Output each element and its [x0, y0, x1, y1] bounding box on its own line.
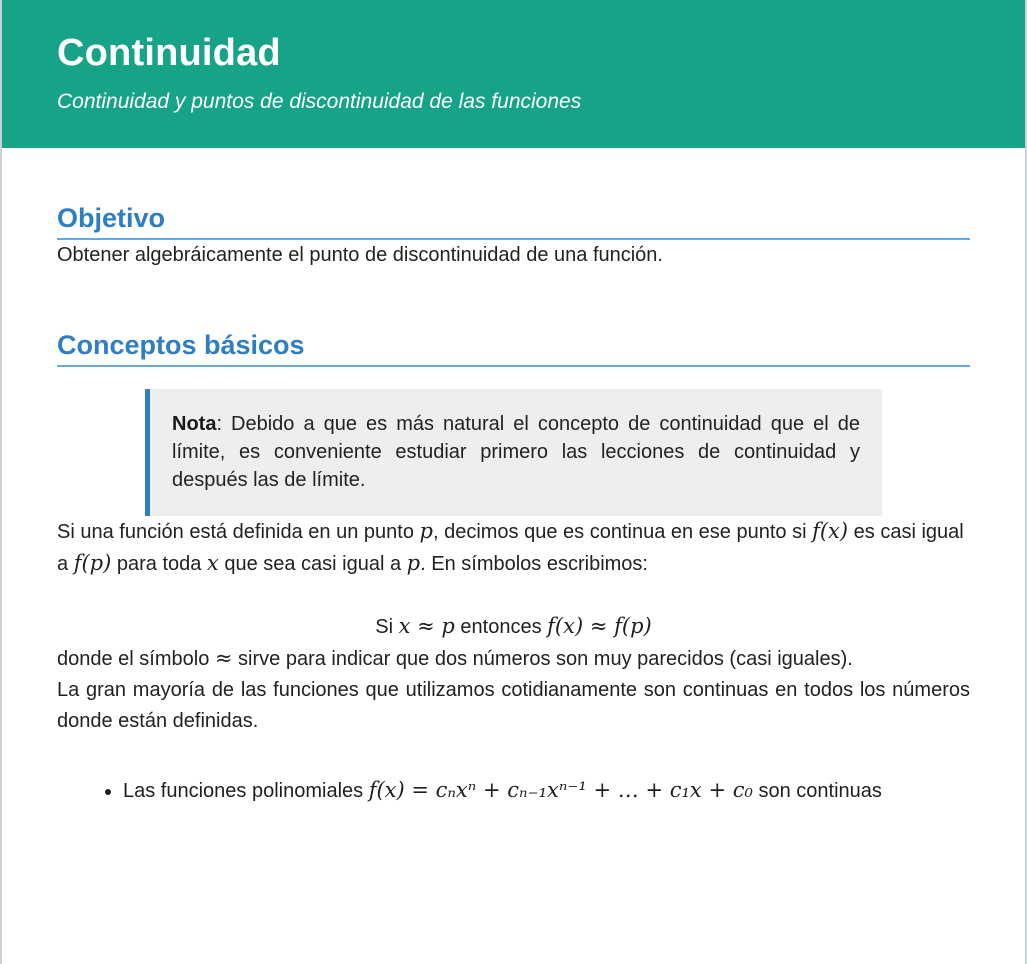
note-text: : Debido a que es más natural el concepto de continuidad que el de límite, es conveniente estudiar primero las lecciones de continuidad y después las de límite.: [172, 413, 860, 491]
content-area: [2, 200, 1025, 807]
math-fp: f(p): [73, 551, 112, 575]
p1-text-d: para toda: [111, 553, 207, 575]
page-title: Continuidad: [57, 32, 281, 74]
display-approx: ≈: [410, 614, 442, 638]
p1-text-f: . En símbolos escribimos:: [420, 553, 648, 575]
p1-text-e: que sea casi igual a: [218, 553, 407, 575]
p1-text-c: es casi igual a: [57, 521, 964, 575]
note-label: Nota: [172, 413, 217, 435]
p1-text-a: Si una función está definida en un punto: [57, 521, 420, 543]
display-equation: [57, 610, 970, 643]
bullet-text-b: son continuas: [752, 780, 882, 802]
bullet-text-a: Las funciones polinomiales: [123, 780, 369, 802]
math-x: x: [206, 551, 219, 575]
section-heading-conceptos: Conceptos básicos: [57, 327, 970, 367]
display-approx-2: ≈: [583, 614, 615, 638]
function-list: [57, 775, 970, 807]
display-fp: f(p): [614, 614, 652, 638]
p2-text-a: donde el símbolo: [57, 648, 215, 670]
display-entonces: entonces: [454, 616, 548, 638]
header-banner: [2, 0, 1025, 148]
p2-text-b: sirve para indicar que dos números son muy parecidos (casi iguales).: [232, 648, 853, 670]
approx-symbol: ≈: [214, 646, 233, 670]
objetivo-text: Obtener algebráicamente el punto de discontinuidad de una función.: [57, 244, 663, 266]
note-box: [145, 389, 882, 516]
display-p: p: [441, 614, 455, 638]
p1-text-b: , decimos que es continua en ese punto si: [432, 521, 813, 543]
display-x: x: [398, 614, 411, 638]
page-subtitle: Continuidad y puntos de discontinuidad de las funciones: [57, 90, 582, 113]
math-p-2: p: [406, 551, 421, 575]
math-fx: f(x): [812, 519, 849, 543]
definition-paragraph: [57, 516, 970, 580]
polynomial-formula: f(x) = cₙxⁿ + cₙ₋₁xⁿ⁻¹ + … + c₁x + c₀: [368, 778, 753, 802]
list-item: [123, 775, 970, 807]
section-heading-objetivo: Objetivo: [57, 200, 970, 240]
continuity-paragraph: La gran mayoría de las funciones que utilizamos cotidianamente son continuas en todos los números donde están definidas.: [57, 679, 970, 732]
math-p: p: [419, 519, 433, 543]
approx-paragraph: [57, 643, 970, 675]
display-si: Si: [375, 616, 399, 638]
display-fx: f(x): [547, 614, 584, 638]
